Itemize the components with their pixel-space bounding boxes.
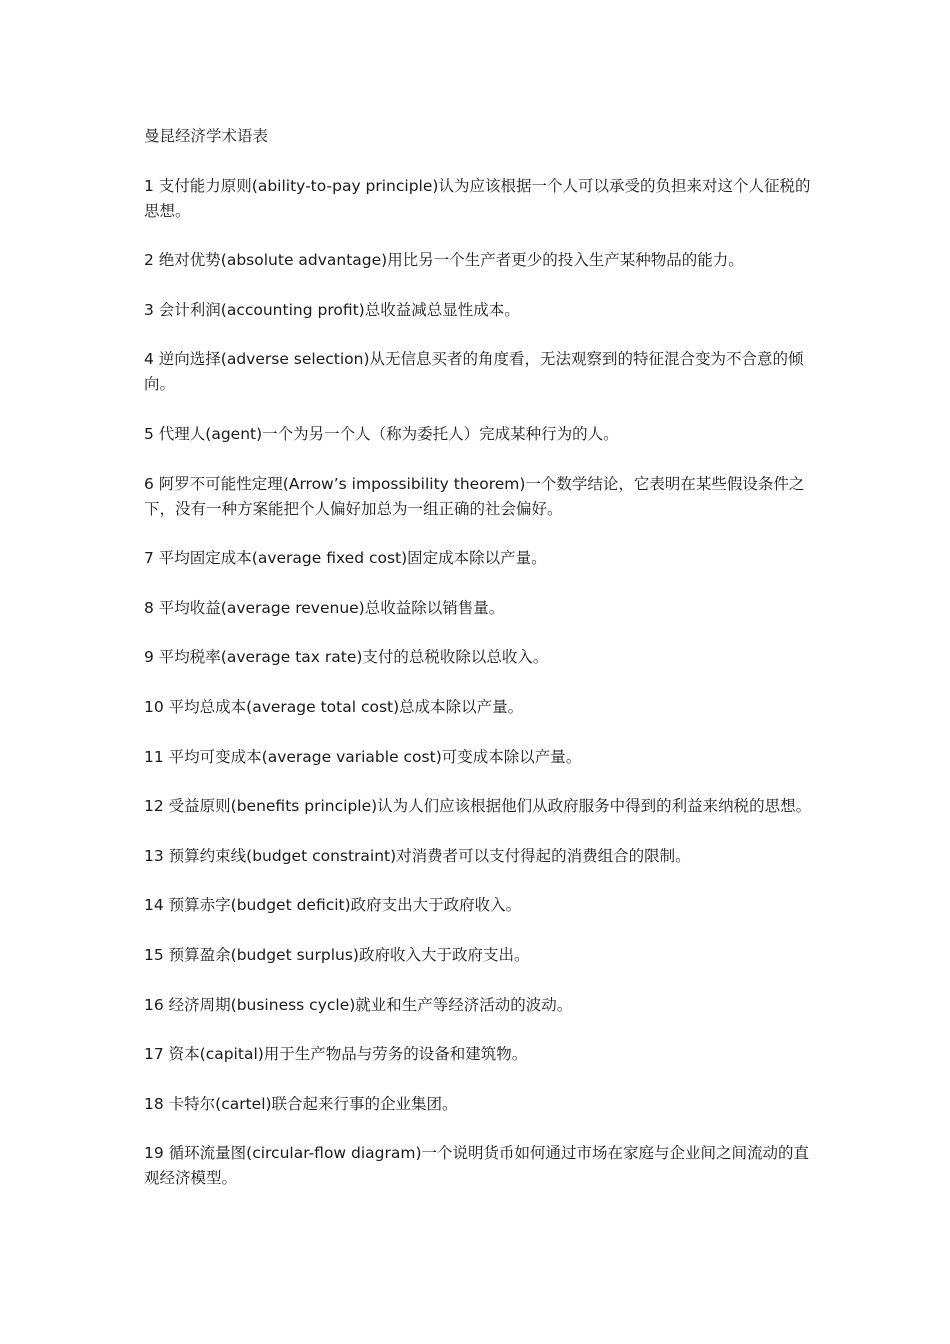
glossary-entry: 10 平均总成本(average total cost)总成本除以产量。 xyxy=(144,697,524,716)
glossary-entry: 17 资本(capital)用于生产物品与劳务的设备和建筑物。 xyxy=(144,1045,528,1064)
glossary-entry: 9 平均税率(average tax rate)支付的总税收除以总收入。 xyxy=(144,648,549,667)
glossary-entry: 1 支付能力原则(ability-to-pay principle)认为应该根据一个人可以承受的负担来对这个人征税的思想。 xyxy=(144,176,811,220)
glossary-entry: 11 平均可变成本(average variable cost)可变成本除以产量。 xyxy=(144,747,582,766)
glossary-entry: 14 预算赤字(budget deficit)政府支出大于政府收入。 xyxy=(144,896,522,915)
glossary-entry: 8 平均收益(average revenue)总收益除以销售量。 xyxy=(144,598,505,617)
glossary-entry: 12 受益原则(benefits principle)认为人们应该根据他们从政府服务中得到的利益来纳税的思想。 xyxy=(144,797,812,816)
glossary-entry: 15 预算盈余(budget surplus)政府收入大于政府支出。 xyxy=(144,945,530,964)
glossary-entry: 13 预算约束线(budget constraint)对消费者可以支付得起的消费组合的限制。 xyxy=(144,846,691,865)
document-body xyxy=(144,124,812,1216)
glossary-entry: 18 卡特尔(cartel)联合起来行事的企业集团。 xyxy=(144,1094,458,1113)
glossary-entry: 16 经济周期(business cycle)就业和生产等经济活动的波动。 xyxy=(144,995,573,1014)
glossary-entry: 7 平均固定成本(average fixed cost)固定成本除以产量。 xyxy=(144,549,547,568)
glossary-entry: 4 逆向选择(adverse selection)从无信息买者的角度看，无法观察到的特征混合变为不合意的倾向。 xyxy=(144,350,804,394)
glossary-entry: 3 会计利润(accounting profit)总收益减总显性成本。 xyxy=(144,300,520,319)
document-title: 曼昆经济学术语表 xyxy=(144,127,269,145)
glossary-entry: 6 阿罗不可能性定理(Arrow’s impossibility theorem)一个数学结论，它表明在某些假设条件之下，没有一种方案能把个人偏好加总为一组正确的社会偏好。 xyxy=(144,474,805,518)
glossary-entry: 5 代理人(agent)一个为另一个人（称为委托人）完成某种行为的人。 xyxy=(144,424,619,443)
glossary-entry: 19 循环流量图(circular-flow diagram)一个说明货币如何通过市场在家庭与企业间之间流动的直观经济模型。 xyxy=(144,1144,810,1188)
glossary-list xyxy=(144,174,812,1192)
glossary-entry: 2 绝对优势(absolute advantage)用比另一个生产者更少的投入生产某种物品的能力。 xyxy=(144,251,744,270)
